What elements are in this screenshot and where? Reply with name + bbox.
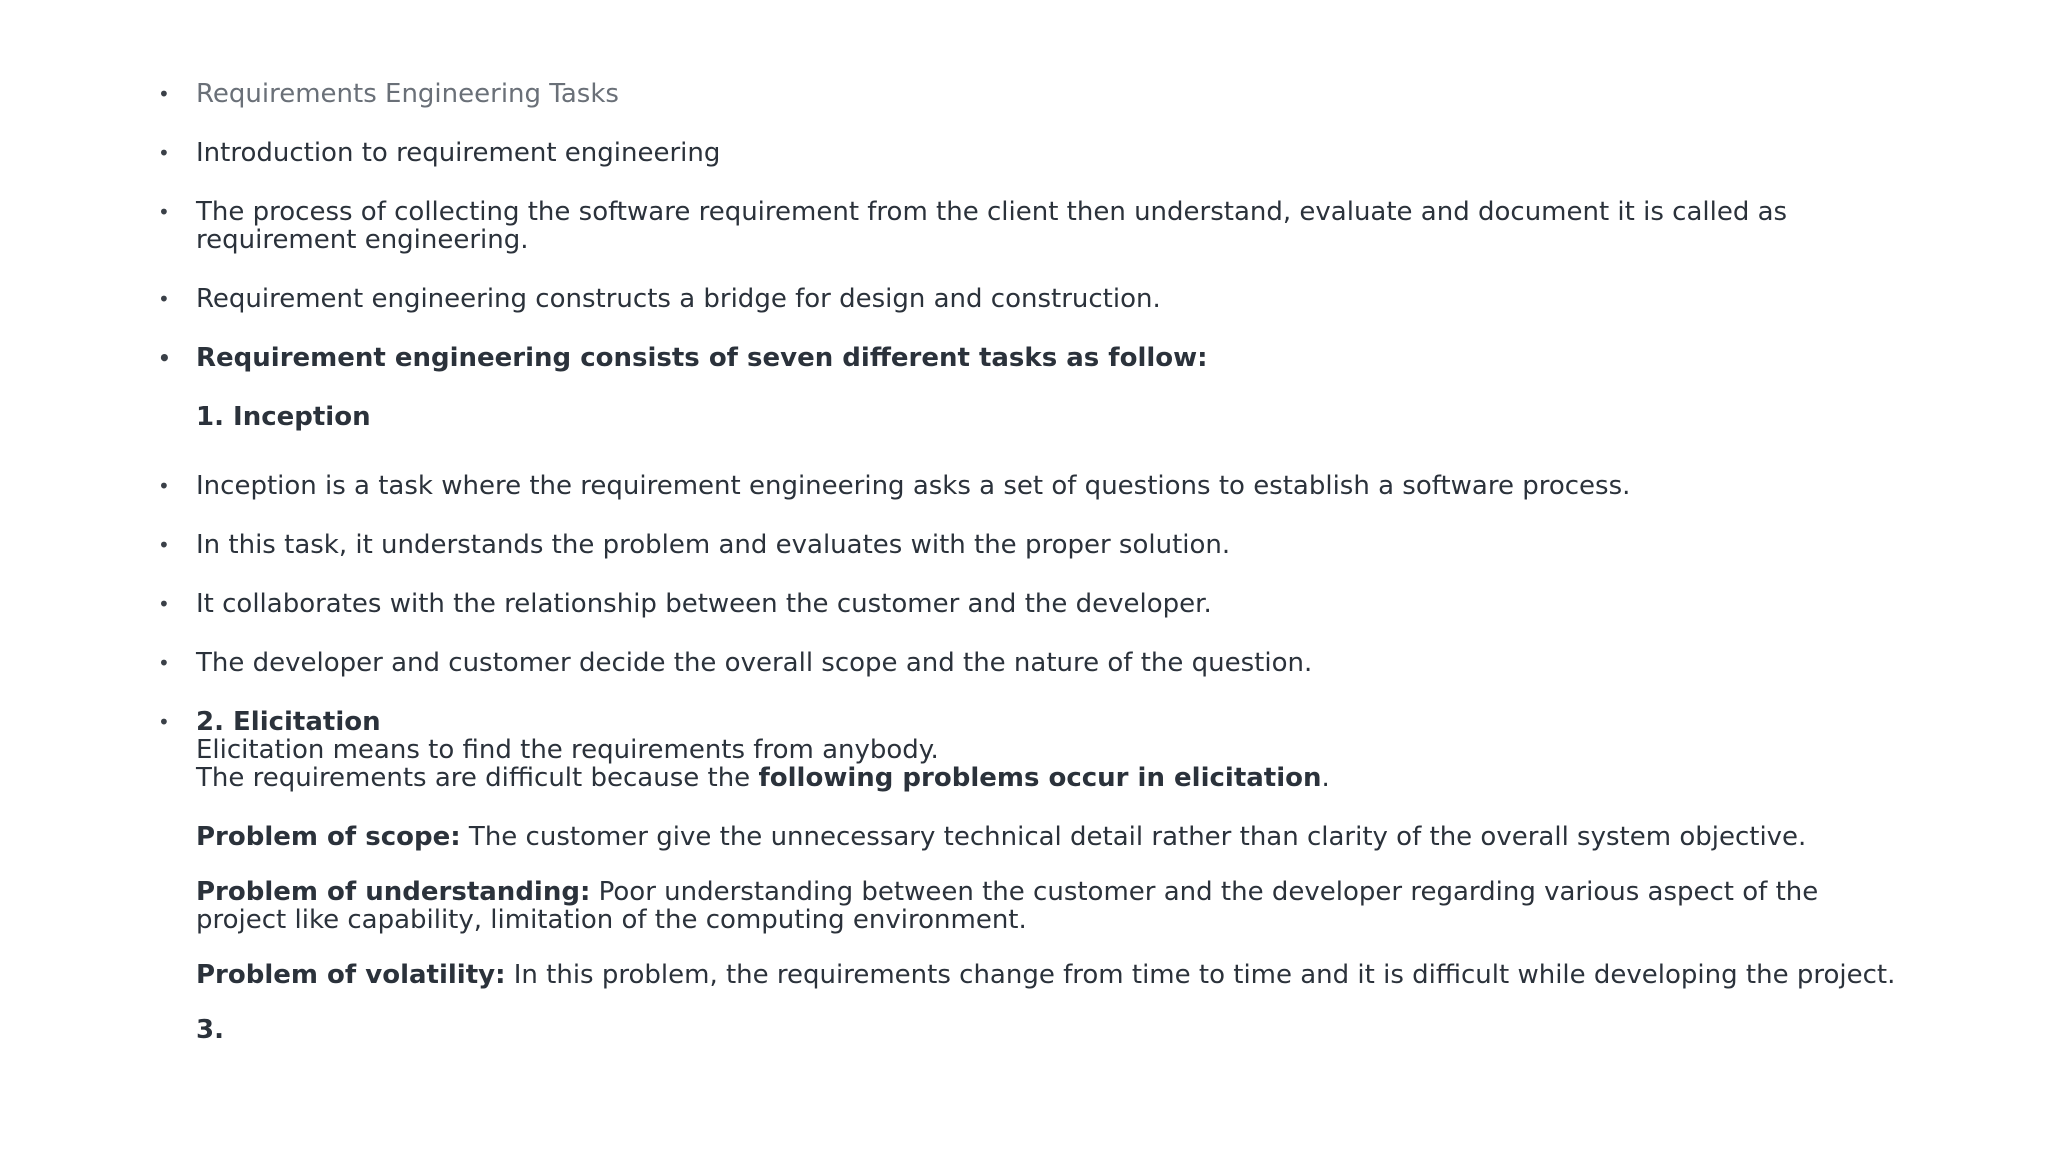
next-task-heading-text: 3. (196, 1015, 224, 1045)
bullet-seven-tasks-text: Requirement engineering consists of seven different tasks as follow: (196, 343, 1208, 373)
inception-heading-text: 1. Inception (196, 402, 371, 432)
bullet-seven-tasks (196, 344, 1896, 372)
slide-title-bullet (196, 80, 1896, 108)
problem-volatility (196, 961, 1896, 989)
inception-point (196, 649, 1896, 677)
inception-point (196, 590, 1896, 618)
elicitation-heading: • 2. Elicitation (196, 707, 381, 737)
problem-volatility-label: Problem of volatility: (196, 960, 506, 990)
problem-scope-label: Problem of scope: (196, 822, 461, 852)
inception-point (196, 472, 1896, 500)
elicitation-definition: Elicitation means to find the requirements from anybody. (196, 735, 939, 765)
problem-understanding-text: Poor understanding between the customer and the developer regarding various aspect of the project like capability, limitation of the computing environment. (196, 877, 1819, 935)
bullet-process (196, 198, 1896, 254)
problem-scope-text: The customer give the unnecessary technical detail rather than clarity of the overall system objective. (460, 822, 1807, 852)
inception-point-text: It collaborates with the relationship between the customer and the developer. (196, 589, 1212, 619)
bullet-bridge-text: Requirement engineering constructs a bridge for design and construction. (196, 284, 1161, 314)
bullet-intro (196, 139, 1896, 167)
elicitation-difficulty-suffix: . (1321, 763, 1330, 793)
elicitation-difficulty-bold: following problems occur in elicitation (758, 763, 1322, 793)
bullet-bridge (196, 285, 1896, 313)
slide-content (196, 80, 1896, 1075)
inception-point-text: Inception is a task where the requirement engineering asks a set of questions to establish a software process. (196, 471, 1631, 501)
problem-volatility-text: In this problem, the requirements change from time to time and it is difficult while developing the project. (505, 960, 1896, 990)
problem-understanding (196, 878, 1896, 934)
inception-point-text: The developer and customer decide the overall scope and the nature of the question. (196, 648, 1313, 678)
slide-title: Requirements Engineering Tasks (196, 79, 619, 109)
inception-point (196, 531, 1896, 559)
elicitation-difficulty-prefix: The requirements are difficult because the (196, 763, 759, 793)
next-task-heading (196, 1016, 1896, 1044)
problem-understanding-label: Problem of understanding: (196, 877, 591, 907)
bullet-intro-text: Introduction to requirement engineering (196, 138, 721, 168)
problem-scope (196, 823, 1896, 851)
inception-heading (196, 403, 1896, 431)
elicitation-difficulty (196, 764, 1896, 792)
elicitation-block (196, 708, 1896, 792)
bullet-process-text: The process of collecting the software requirement from the client then understand, evaluate and document it is called as requirement engineering. (196, 197, 1788, 255)
inception-point-text: In this task, it understands the problem and evaluates with the proper solution. (196, 530, 1231, 560)
